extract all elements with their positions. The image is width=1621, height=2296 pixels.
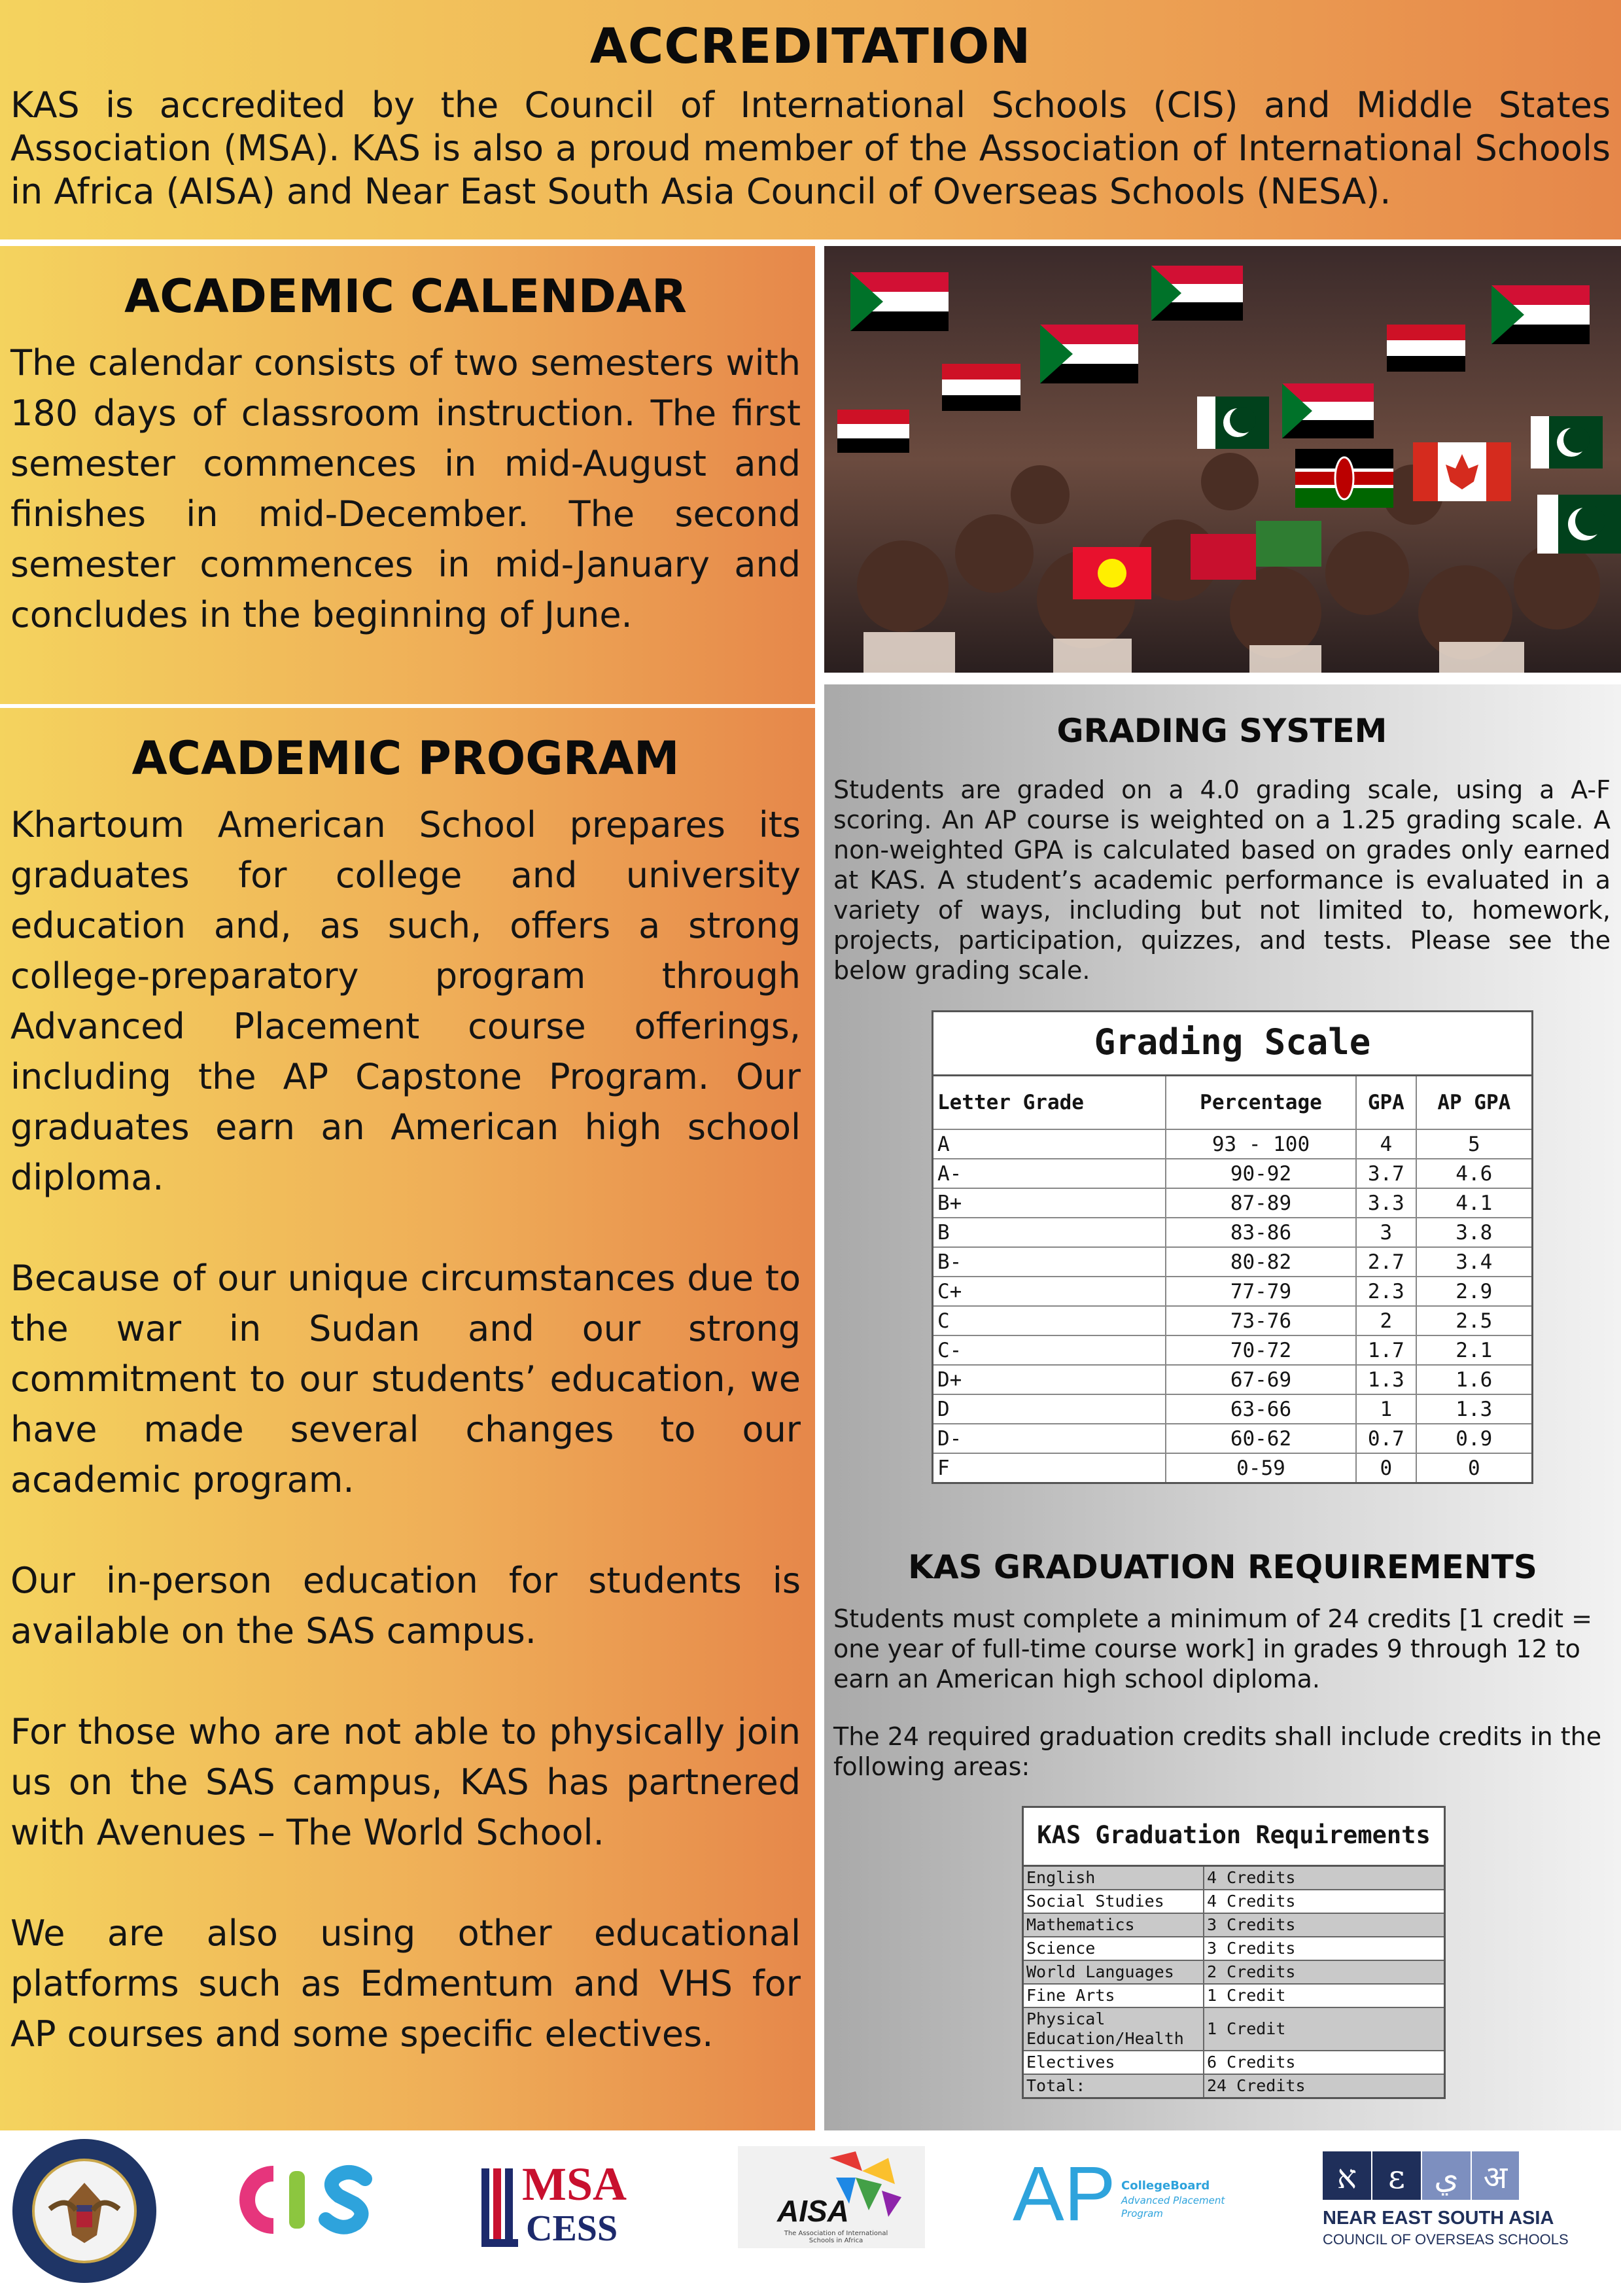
grading-scale-cell: 2.1 [1416,1335,1533,1365]
msa-cess-logo [481,2157,658,2261]
grading-scale-row [933,1335,1533,1365]
grading-system-body: Students are graded on a 4.0 grading scale, using a A-F scoring. An AP course is weighted on a 1.25 grading scale. A non-weighted GPA is calculated based on grades only earned at KAS. A student’s academic performance is evaluated in a variety of ways, including but not limited to, homework, projects, participation, quizzes, and tests. Please see the below grading scale. [833,775,1611,985]
academic-calendar-section [0,246,815,704]
svg-text:ε: ε [1388,2158,1405,2196]
grading-system-title: GRADING SYSTEM [1056,712,1387,750]
academic-program-section [0,708,815,2130]
column-header: GPA [1356,1076,1416,1130]
requirement-credits: 3 Credits [1204,1913,1445,1937]
grading-scale-cell: D+ [933,1365,1166,1394]
grading-scale-cell: 83-86 [1166,1218,1356,1247]
accreditation-logos-footer [0,2130,1621,2296]
grading-scale-cell: 2.3 [1356,1277,1416,1306]
requirement-credits: 1 Credit [1204,2007,1445,2051]
grading-scale-cell: B- [933,1247,1166,1277]
accreditation-section [0,0,1621,239]
grading-scale-cell: B+ [933,1188,1166,1218]
graduation-requirement-row [1023,2051,1445,2074]
grading-scale-cell: 4 [1356,1129,1416,1159]
grading-scale-cell: 0 [1356,1453,1416,1483]
program-paragraph: Khartoum American School prepares its graduates for college and university education and, as such, offers a strong college-preparatory program through Advanced Placement course offerings, including the AP Capstone Program. Our graduates earn an American high school diploma. [10,804,801,1198]
grading-scale-cell: 90-92 [1166,1159,1356,1188]
grading-scale-row [933,1306,1533,1335]
grading-scale-header-row [933,1076,1533,1130]
grading-scale-cell: 0.7 [1356,1424,1416,1453]
grading-scale-cell: 63-66 [1166,1394,1356,1424]
grading-scale-cell: 2.7 [1356,1247,1416,1277]
grading-scale-cell: 73-76 [1166,1306,1356,1335]
requirement-subject: Physical Education/Health [1023,2007,1204,2051]
grading-scale-cell: D- [933,1424,1166,1453]
grading-scale-row [933,1159,1533,1188]
grading-scale-cell: 3 [1356,1218,1416,1247]
requirement-credits: 24 Credits [1204,2074,1445,2098]
grading-scale-table-title: Grading Scale [932,1010,1533,1074]
requirement-subject: Fine Arts [1023,1984,1204,2007]
graduation-requirement-row [1023,1890,1445,1913]
grading-scale-row [933,1218,1533,1247]
grading-scale-cell: 80-82 [1166,1247,1356,1277]
grading-scale-cell: 0-59 [1166,1453,1356,1483]
grading-scale-cell: 5 [1416,1129,1533,1159]
aisa-logo-subtitle: The Association of International Schools in Africa [784,2230,888,2244]
grading-scale-rows [933,1129,1533,1483]
grading-scale-cell: D [933,1394,1166,1424]
graduation-requirement-row [1023,2074,1445,2098]
grading-scale-cell: 2.5 [1416,1306,1533,1335]
requirement-subject: World Languages [1023,1960,1204,1984]
grading-scale-cell: 4.6 [1416,1159,1533,1188]
grading-scale-cell: 1.3 [1416,1394,1533,1424]
requirement-subject: Social Studies [1023,1890,1204,1913]
graduation-requirement-row [1023,2007,1445,2051]
requirement-credits: 3 Credits [1204,1937,1445,1960]
grading-scale-cell: 1.6 [1416,1365,1533,1394]
requirement-subject: English [1023,1866,1204,1890]
grading-scale-cell: 70-72 [1166,1335,1356,1365]
graduation-requirements-table [1022,1806,1446,2099]
grading-scale-cell: 3.8 [1416,1218,1533,1247]
grading-scale-cell: 2 [1356,1306,1416,1335]
advanced-placement-text: Advanced Placement [1121,2195,1225,2206]
grading-scale-row [933,1247,1533,1277]
grading-scale-cell: 3.7 [1356,1159,1416,1188]
ap-logo-text: AP [1013,2151,1116,2237]
grading-scale-row [933,1277,1533,1306]
requirement-subject: Mathematics [1023,1913,1204,1937]
graduation-requirements-rows [1023,1866,1445,2098]
column-header: Percentage [1166,1076,1356,1130]
program-text: Program [1121,2208,1163,2219]
graduation-credits-intro: The 24 required graduation credits shall include credits in the following areas: [833,1722,1602,1781]
grading-scale-cell: 3.4 [1416,1247,1533,1277]
grading-scale-cell: 1 [1356,1394,1416,1424]
grading-scale-cell: 4.1 [1416,1188,1533,1218]
grading-scale-cell: 0 [1416,1453,1533,1483]
cis-logo [220,2147,390,2252]
grading-scale-row [933,1394,1533,1424]
accreditation-body: KAS is accredited by the Council of International Schools (CIS) and Middle States Association (MSA). KAS is also a proud member of the Association of International Schools in Africa (AISA) and Near East South Asia Council of Overseas Schools (NESA). [10,84,1611,212]
graduation-requirements-body: Students must complete a minimum of 24 credits [1 credit = one year of full-time course work] in grades 9 through 12 to earn an American high school diploma. [833,1604,1592,1693]
grading-scale-table [932,1010,1533,1484]
nesa-logo-text: NEAR EAST SOUTH ASIA [1323,2208,1554,2229]
grading-scale-cell: 0.9 [1416,1424,1533,1453]
column-header: Letter Grade [933,1076,1166,1130]
academic-calendar-title: ACADEMIC CALENDAR [124,270,687,323]
grading-scale-cell: B [933,1218,1166,1247]
svg-text:א: א [1336,2158,1357,2196]
svg-text:अ: अ [1483,2159,1508,2196]
graduation-requirement-row [1023,1960,1445,1984]
requirement-credits: 4 Credits [1204,1866,1445,1890]
requirement-credits: 1 Credit [1204,1984,1445,2007]
requirement-subject: Electives [1023,2051,1204,2074]
graduation-requirement-row [1023,1866,1445,1890]
grading-scale-row [933,1129,1533,1159]
department-of-state-seal-logo [10,2137,158,2285]
grading-scale-row [933,1424,1533,1453]
requirement-credits: 6 Credits [1204,2051,1445,2074]
graduation-requirement-row [1023,1984,1445,2007]
grading-scale-cell: 1.7 [1356,1335,1416,1365]
grading-scale-cell: 3.3 [1356,1188,1416,1218]
grading-scale-cell: 87-89 [1166,1188,1356,1218]
program-paragraph: For those who are not able to physically join us on the SAS campus, KAS has partnered with Avenues – The World School. [10,1711,801,1853]
grading-scale-cell: F [933,1453,1166,1483]
collegeboard-text: CollegeBoard [1121,2179,1210,2193]
accreditation-title: ACCREDITATION [589,18,1032,75]
cess-logo-text: CESS [526,2208,618,2249]
grading-scale-cell: C [933,1306,1166,1335]
academic-program-title: ACADEMIC PROGRAM [131,732,680,785]
grading-scale-cell: 2.9 [1416,1277,1533,1306]
column-header: AP GPA [1416,1076,1533,1130]
msa-logo-text: MSA [522,2158,627,2210]
grading-scale-cell: A [933,1129,1166,1159]
program-paragraph: Because of our unique circumstances due to the war in Sudan and our strong commitment to our students’ education, we have made several changes to our academic program. [10,1258,801,1500]
requirement-credits: 2 Credits [1204,1960,1445,1984]
grading-scale-cell: 77-79 [1166,1277,1356,1306]
requirement-subject: Science [1023,1937,1204,1960]
grading-scale-cell: 67-69 [1166,1365,1356,1394]
aisa-logo-text: AISA [777,2194,849,2228]
ap-collegeboard-logo [1013,2151,1229,2242]
requirement-subject: Total: [1023,2074,1204,2098]
grading-scale-row [933,1188,1533,1218]
graduation-requirement-row [1023,1913,1445,1937]
graduation-requirements-title: KAS GRADUATION REQUIREMENTS [908,1548,1537,1586]
grading-scale-row [933,1365,1533,1394]
grading-scale-cell: 1.3 [1356,1365,1416,1394]
nesa-logo [1320,2151,1569,2256]
academic-calendar-body: The calendar consists of two semesters with 180 days of classroom instruction. The first semester commences in mid-August and finishes in mid-December. The second semester commences in mid-January and concludes in the beginning of June. [10,342,801,635]
grading-graduation-section [824,684,1621,2130]
grading-scale-row [933,1453,1533,1483]
grading-scale-cell: 60-62 [1166,1424,1356,1453]
graduation-requirement-row [1023,1937,1445,1960]
grading-scale-cell: C- [933,1335,1166,1365]
requirement-credits: 4 Credits [1204,1890,1445,1913]
nesa-logo-subtitle: COUNCIL OF OVERSEAS SCHOOLS [1323,2231,1569,2248]
program-paragraph: Our in-person education for students is available on the SAS campus. [10,1560,801,1651]
grading-scale-cell: A- [933,1159,1166,1188]
students-flags-photo-illustration [824,246,1621,673]
grading-scale-cell: 93 - 100 [1166,1129,1356,1159]
students-flags-photo [824,246,1621,673]
aisa-logo [738,2146,925,2248]
grading-scale-cell: C+ [933,1277,1166,1306]
svg-text:ي: ي [1434,2159,1459,2196]
graduation-requirements-table-title: KAS Graduation Requirements [1022,1806,1446,1865]
program-paragraph: We are also using other educational platforms such as Edmentum and VHS for AP courses and some specific electives. [10,1913,801,2055]
